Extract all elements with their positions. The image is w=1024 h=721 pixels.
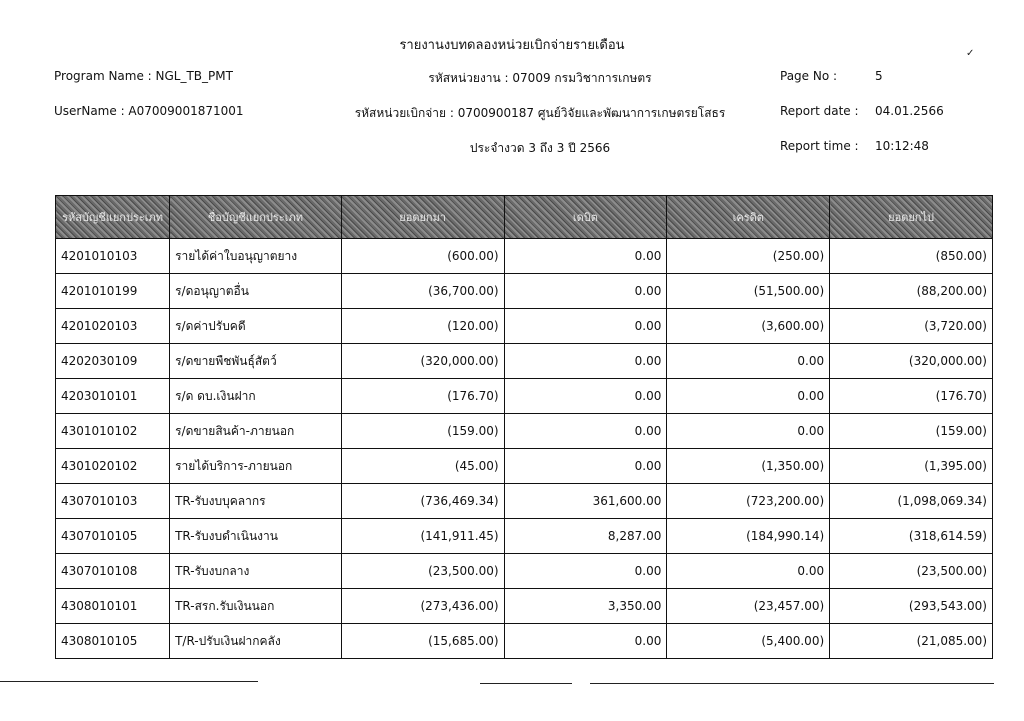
report-time-value: 10:12:48 (875, 139, 929, 153)
cell-debit: 8,287.00 (504, 519, 667, 554)
table-row (56, 239, 993, 274)
cell-account-code: 4201010199 (56, 274, 170, 309)
cell-brought-forward: (736,469.34) (341, 484, 504, 519)
table-row (56, 624, 993, 659)
scan-artifact-line (0, 681, 258, 682)
cell-carried-forward: (176.70) (830, 379, 993, 414)
header-carried-forward: ยอดยกไป (830, 196, 993, 239)
cell-credit: 0.00 (667, 379, 830, 414)
scan-artifact-line (480, 683, 572, 684)
report-period: ประจำงวด 3 ถึง 3 ปี 2566 (469, 141, 611, 155)
cell-brought-forward: (141,911.45) (341, 519, 504, 554)
table-header-row (56, 196, 993, 239)
cell-account-code: 4203010101 (56, 379, 170, 414)
cell-account-code: 4308010101 (56, 589, 170, 624)
table-row (56, 449, 993, 484)
cell-debit: 0.00 (504, 624, 667, 659)
disbursing-unit-code: รหัสหน่วยเบิกจ่าย : 0700900187 ศูนย์วิจัยและพัฒนาการเกษตรยโสธร (354, 106, 726, 120)
cell-account-name: รายได้บริการ-ภายนอก (170, 449, 342, 484)
cell-account-code: 4202030109 (56, 344, 170, 379)
cell-account-code: 4308010105 (56, 624, 170, 659)
cell-brought-forward: (23,500.00) (341, 554, 504, 589)
cell-account-code: 4307010105 (56, 519, 170, 554)
cell-carried-forward: (318,614.59) (830, 519, 993, 554)
cell-debit: 0.00 (504, 554, 667, 589)
cell-account-name: ร/ด ดบ.เงินฝาก (170, 379, 342, 414)
cell-carried-forward: (88,200.00) (830, 274, 993, 309)
cell-account-name: ร/ดอนุญาตอื่น (170, 274, 342, 309)
header-account-code: รหัสบัญชีแยกประเภท (56, 196, 170, 239)
cell-carried-forward: (23,500.00) (830, 554, 993, 589)
cell-brought-forward: (36,700.00) (341, 274, 504, 309)
cell-carried-forward: (1,098,069.34) (830, 484, 993, 519)
cell-account-name: T/R-ปรับเงินฝากคลัง (170, 624, 342, 659)
cell-carried-forward: (320,000.00) (830, 344, 993, 379)
cell-brought-forward: (273,436.00) (341, 589, 504, 624)
cell-brought-forward: (320,000.00) (341, 344, 504, 379)
cell-debit: 0.00 (504, 414, 667, 449)
table-row (56, 344, 993, 379)
cell-credit: (1,350.00) (667, 449, 830, 484)
trial-balance-table (55, 195, 993, 659)
report-date-label: Report date : (780, 104, 859, 118)
table-row (56, 554, 993, 589)
cell-account-name: TR-รับงบดำเนินงาน (170, 519, 342, 554)
table-row (56, 309, 993, 344)
scan-artifact-line (590, 683, 994, 684)
header-debit: เดบิต (504, 196, 667, 239)
cell-carried-forward: (293,543.00) (830, 589, 993, 624)
cell-account-code: 4301020102 (56, 449, 170, 484)
cell-carried-forward: (3,720.00) (830, 309, 993, 344)
page-no-value: 5 (875, 69, 883, 83)
cell-credit: 0.00 (667, 344, 830, 379)
cell-brought-forward: (176.70) (341, 379, 504, 414)
table-row (56, 589, 993, 624)
cell-carried-forward: (850.00) (830, 239, 993, 274)
cell-account-name: ร/ดขายสินค้า-ภายนอก (170, 414, 342, 449)
cell-carried-forward: (159.00) (830, 414, 993, 449)
cell-debit: 0.00 (504, 449, 667, 484)
username: UserName : A07009001871001 (54, 104, 244, 118)
cell-carried-forward: (1,395.00) (830, 449, 993, 484)
table-row (56, 484, 993, 519)
cell-brought-forward: (45.00) (341, 449, 504, 484)
cell-debit: 361,600.00 (504, 484, 667, 519)
scan-mark: ✓ (966, 48, 975, 59)
cell-account-name: ร/ดขายพืชพันธุ์สัตว์ (170, 344, 342, 379)
cell-debit: 3,350.00 (504, 589, 667, 624)
cell-credit: (184,990.14) (667, 519, 830, 554)
cell-brought-forward: (159.00) (341, 414, 504, 449)
table-row (56, 379, 993, 414)
cell-credit: (23,457.00) (667, 589, 830, 624)
cell-account-code: 4201020103 (56, 309, 170, 344)
table-body (56, 239, 993, 659)
cell-account-code: 4307010103 (56, 484, 170, 519)
report-title: รายงานงบทดลองหน่วยเบิกจ่ายรายเดือน (399, 38, 625, 53)
cell-account-name: ร/ดค่าปรับคดี (170, 309, 342, 344)
agency-code: รหัสหน่วยงาน : 07009 กรมวิชาการเกษตร (428, 71, 652, 85)
table-row (56, 414, 993, 449)
cell-brought-forward: (15,685.00) (341, 624, 504, 659)
cell-account-code: 4301010102 (56, 414, 170, 449)
cell-account-name: TR-รับงบกลาง (170, 554, 342, 589)
cell-account-name: TR-รับงบบุคลากร (170, 484, 342, 519)
cell-credit: (51,500.00) (667, 274, 830, 309)
cell-carried-forward: (21,085.00) (830, 624, 993, 659)
cell-credit: (250.00) (667, 239, 830, 274)
program-name: Program Name : NGL_TB_PMT (54, 69, 233, 83)
report-date-value: 04.01.2566 (875, 104, 944, 118)
table-row (56, 519, 993, 554)
cell-account-name: รายได้ค่าใบอนุญาตยาง (170, 239, 342, 274)
cell-account-code: 4307010108 (56, 554, 170, 589)
cell-credit: (3,600.00) (667, 309, 830, 344)
cell-account-name: TR-สรก.รับเงินนอก (170, 589, 342, 624)
cell-brought-forward: (120.00) (341, 309, 504, 344)
cell-debit: 0.00 (504, 239, 667, 274)
header-credit: เครดิต (667, 196, 830, 239)
cell-debit: 0.00 (504, 344, 667, 379)
cell-debit: 0.00 (504, 379, 667, 414)
cell-account-code: 4201010103 (56, 239, 170, 274)
cell-debit: 0.00 (504, 274, 667, 309)
table-row (56, 274, 993, 309)
header-brought-forward: ยอดยกมา (341, 196, 504, 239)
header-account-name: ชื่อบัญชีแยกประเภท (170, 196, 342, 239)
page-no-label: Page No : (780, 69, 838, 83)
cell-debit: 0.00 (504, 309, 667, 344)
cell-credit: (723,200.00) (667, 484, 830, 519)
cell-credit: 0.00 (667, 554, 830, 589)
cell-brought-forward: (600.00) (341, 239, 504, 274)
report-time-label: Report time : (780, 139, 859, 153)
cell-credit: 0.00 (667, 414, 830, 449)
cell-credit: (5,400.00) (667, 624, 830, 659)
